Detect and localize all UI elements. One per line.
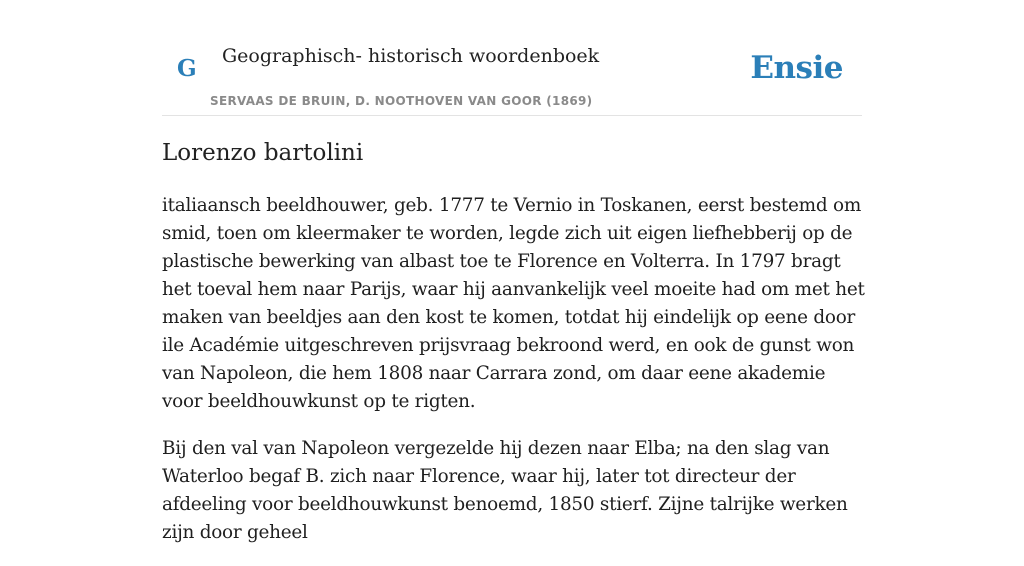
- content-container: [162, 0, 865, 543]
- entry-paragraph: Bij den val van Napoleon vergezelde hij dezen naar Elba; na den slag van Waterloo begaf B. zich naar Florence, waar hij, later tot directeur der afdeeling voor beeldhouwkunst benoemd, 1850 stierf. Zijne talrijke werken zijn door geheel: [162, 438, 848, 543]
- book-author: SERVAAS DE BRUIN, D. NOOTHOVEN VAN GOOR (1869): [210, 94, 593, 108]
- entry-title: Lorenzo bartolini: [162, 140, 364, 166]
- page-header: [162, 0, 862, 116]
- entry-paragraph: italiaansch beeldhouwer, geb. 1777 te Vernio in Toskanen, eerst bestemd om smid, toen om kleermaker te worden, legde zich uit eigen liefhebberij op de plastische bewerking van albast toe te Florence en Volterra. In 1797 bragt het toeval hem naar Parijs, waar hij aanvankelijk veel moeite had om met het maken van beeldjes aan den kost te komen, totdat hij eindelijk op eene door ile Académie uitgeschreven prijsvraag bekroond werd, en ook de gunst won van Napoleon, die hem 1808 naar Carrara zond, om daar eene akademie voor beeldhouwkunst op te rigten.: [162, 195, 865, 412]
- book-logo-letter[interactable]: G: [177, 55, 197, 82]
- ensie-logo[interactable]: Ensie: [750, 50, 843, 86]
- book-title-link[interactable]: Geographisch- historisch woordenboek: [222, 45, 600, 67]
- entry-body: [162, 192, 866, 566]
